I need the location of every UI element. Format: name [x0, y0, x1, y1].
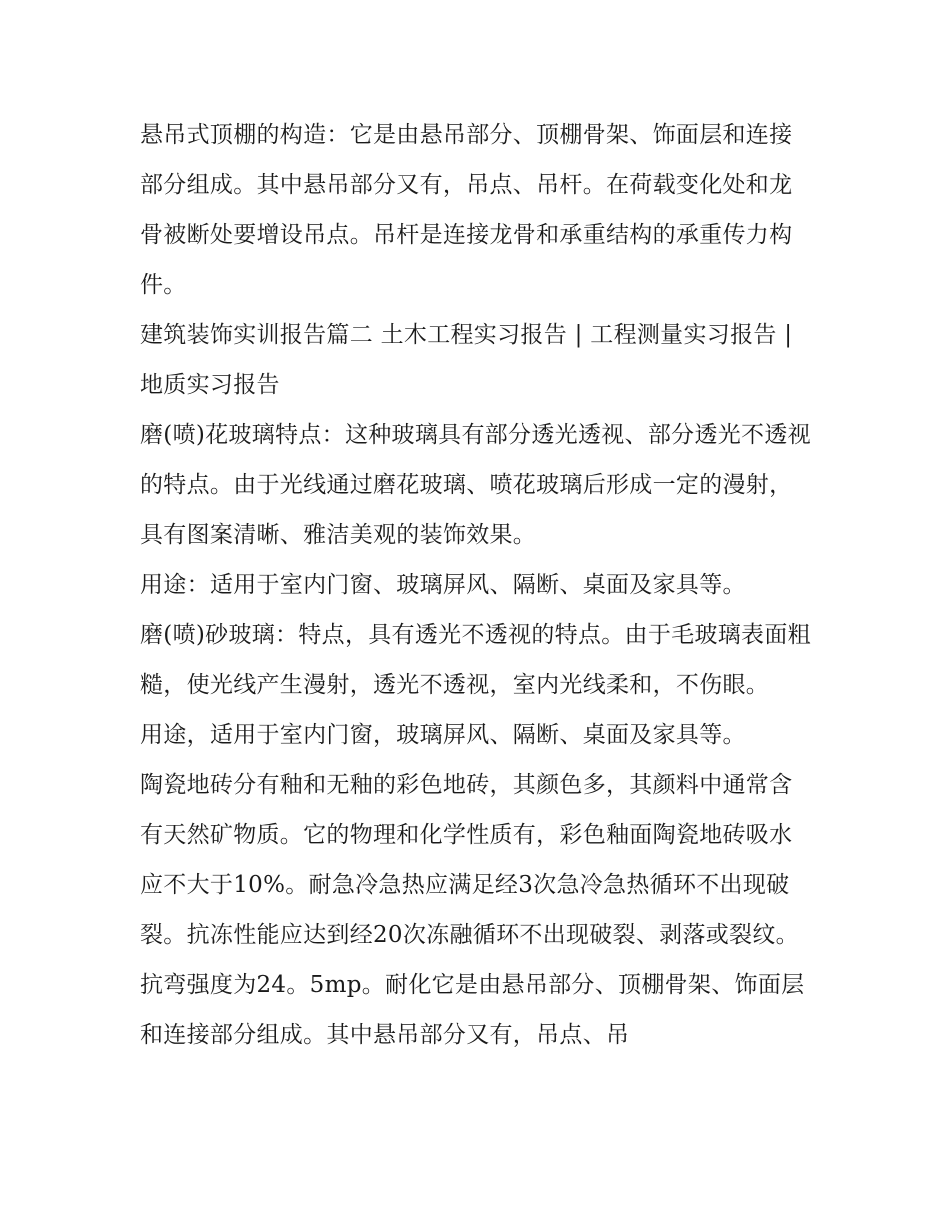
paragraph-ceiling-construction: 悬吊式顶棚的构造：它是由悬吊部分、顶棚骨架、饰面层和连接部分组成。其中悬吊部分又有，吊点、吊杆。在荷载变化处和龙骨被断处要增设吊点。吊杆是连接龙骨和承重结构的承重传力构件。 — [140, 122, 793, 298]
paragraph-frosted-glass: 磨(喷)花玻璃特点：这种玻璃具有部分透光透视、部分透光不透视的特点。由于光线通过磨花玻璃、喷花玻璃后形成一定的漫射，具有图案清晰、雅洁美观的装饰效果。 — [140, 422, 811, 548]
paragraph-sandblasted-glass: 磨(喷)砂玻璃：特点，具有透光不透视的特点。由于毛玻璃表面粗糙，使光线产生漫射，透光不透视，室内光线柔和，不伤眼。 — [140, 622, 811, 698]
paragraph-frosted-glass-usage: 用途：适用于室内门窗、玻璃屏风、隔断、桌面及家具等。 — [140, 572, 746, 598]
report-links-heading: 建筑装饰实训报告篇二 土木工程实习报告 | 工程测量实习报告 | 地质实习报告 — [140, 322, 793, 398]
paragraph-sandblasted-glass-usage: 用途，适用于室内门窗，玻璃屏风、隔断、桌面及家具等。 — [140, 722, 746, 748]
paragraph-ceramic-tiles: 陶瓷地砖分有釉和无釉的彩色地砖，其颜色多，其颜料中通常含有天然矿物质。它的物理和化学性质有，彩色釉面陶瓷地砖吸水应不大于10%。耐急冷急热应满足经3次急冷急热循环不出现破裂。抗冻性能应达到经20次冻融循环不出现破裂、剥落或裂纹。抗弯强度为24。5mp。耐化它是由悬吊部分、顶棚骨架、饰面层和连接部分组成。其中悬吊部分又有，吊点、吊 — [140, 772, 805, 1048]
document-body — [140, 110, 815, 1060]
